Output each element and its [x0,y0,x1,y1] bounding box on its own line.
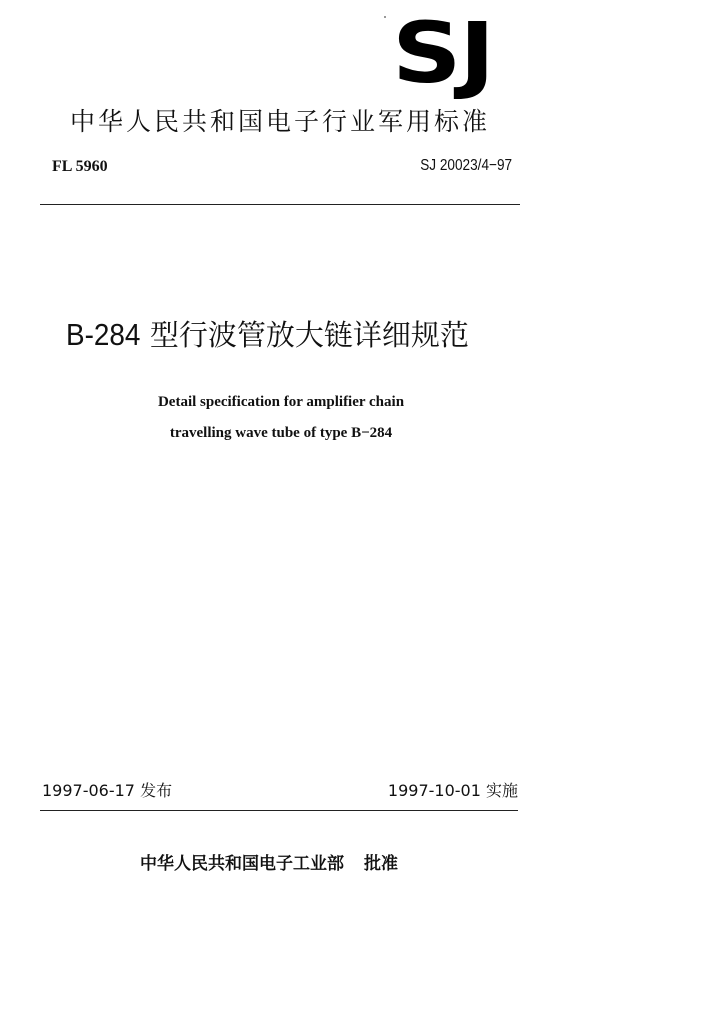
bottom-divider [40,810,518,811]
title-name: 型行波管放大链详细规范 [149,318,469,352]
fl-code: FL 5960 [52,158,108,175]
sj-logo-text: SJ [392,4,493,102]
issuer-line [140,849,398,874]
sj-logo [392,4,514,102]
english-title-line-2: travelling wave tube of type B−284 [169,425,393,441]
scan-mark [384,16,386,18]
issue-date: 1997-06-17 发布 [42,781,173,800]
document-title [66,313,469,354]
title-code: B-284 [66,317,141,352]
english-title [142,387,420,449]
english-title-line-1: Detail specification for amplifier chain [157,394,405,410]
standard-number: SJ 20023/4−97 [420,157,512,174]
top-divider [40,204,520,205]
approval-label: 批准 [364,854,398,874]
implementation-date: 1997-10-01 实施 [387,781,518,800]
standard-title: 中华人民共和国电子行业军用标准 [70,107,491,136]
issuer-name: 中华人民共和国电子工业部 [140,854,344,874]
